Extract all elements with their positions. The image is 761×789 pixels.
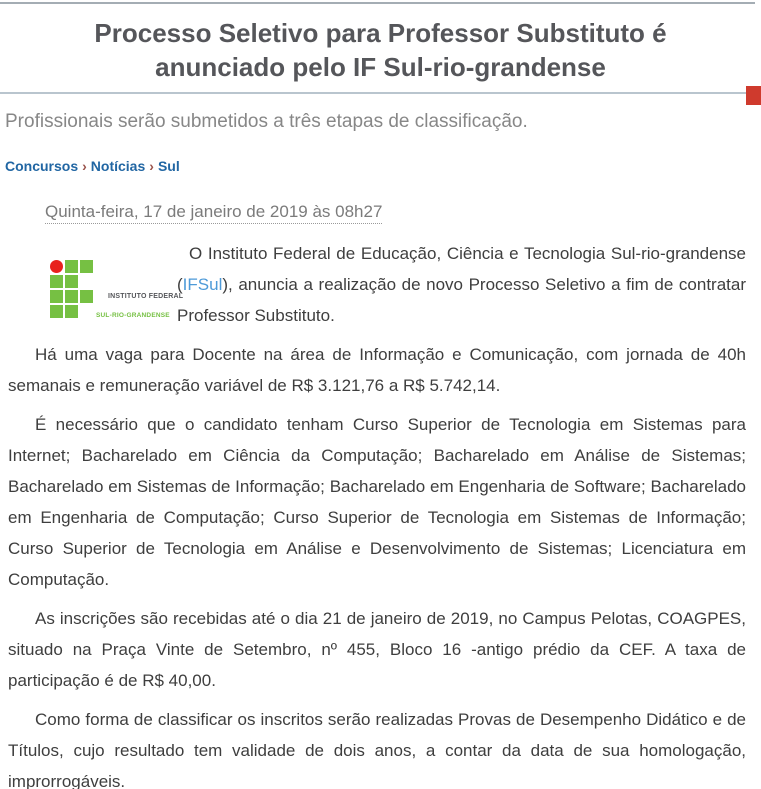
ifsul-logo-grid	[50, 260, 93, 318]
breadcrumb-link-sul[interactable]: Sul	[157, 158, 180, 174]
logo-square	[65, 275, 78, 288]
logo-gap	[80, 275, 93, 288]
breadcrumb-separator-icon: ›	[149, 158, 154, 174]
ifsul-logo	[50, 260, 184, 320]
breadcrumb-separator-icon: ›	[82, 158, 87, 174]
paragraph-2: Há uma vaga para Docente na área de Informação e Comunicação, com jornada de 40h semanais e remuneração variável de R$ 3.121,76 a R$ 5.742,14.	[8, 345, 746, 395]
breadcrumb-link-concursos[interactable]: Concursos	[5, 158, 79, 174]
breadcrumb	[5, 158, 756, 174]
paragraph-1-text-before: O Instituto Federal de Educação, Ciência e Tecnologia Sul-rio-grandense (	[177, 244, 746, 294]
logo-line2: SUL-RIO-GRANDENSE	[96, 312, 170, 320]
paragraph-1	[8, 238, 746, 331]
logo-gap	[80, 305, 93, 318]
logo-square	[65, 260, 78, 273]
logo-square	[80, 260, 93, 273]
logo-line1: INSTITUTO FEDERAL	[108, 292, 184, 300]
paragraph-3: É necessário que o candidato tenham Curso Superior de Tecnologia em Sistemas para Internet; Bacharelado em Ciência da Computação; Bacharelado em Análise de Sistemas; Bacharelado em Sistemas de Informação; Bacharelado em Engenharia de Software; Bacharelado em Engenharia de Computação; Curso Superior de Tecnologia em Sistemas de Informação; Curso Superior de Tecnologia em Análise e Desenvolvimento de Sistemas; Licenciatura em Computação.	[8, 415, 746, 589]
paragraph-4: As inscrições são recebidas até o dia 21 de janeiro de 2019, no Campus Pelotas, COAGPES, situado na Praça Vinte de Setembro, nº 455, Bloco 16 -antigo prédio da CEF. A taxa de participação é de R$ 40,00.	[8, 609, 746, 690]
logo-square	[50, 290, 63, 303]
paragraph-5: Como forma de classificar os inscritos serão realizadas Provas de Desempenho Didático e de Títulos, cujo resultado tem validade de dois anos, a contar da data de sua homologação, improrrogáveis.	[8, 710, 746, 789]
title-divider	[0, 92, 748, 94]
article-subtitle: Profissionais serão submetidos a três etapas de classificação.	[5, 111, 528, 132]
ifsul-logo-text	[96, 283, 183, 322]
logo-square	[65, 305, 78, 318]
paragraph-1-text-after: ), anuncia a realização de novo Processo Seletivo a fim de contratar Professor Substituto.	[177, 275, 746, 325]
breadcrumb-link-noticias[interactable]: Notícias	[90, 158, 146, 174]
article-body	[0, 238, 761, 789]
page-title: Processo Seletivo para Professor Substituto é anunciado pelo IF Sul-rio-grandense	[94, 18, 667, 82]
logo-square	[50, 305, 63, 318]
logo-square	[80, 290, 93, 303]
logo-red-dot	[50, 260, 63, 273]
logo-square	[65, 290, 78, 303]
logo-square	[50, 275, 63, 288]
ifsul-link[interactable]: IFSul	[182, 275, 223, 294]
publish-date: Quinta-feira, 17 de janeiro de 2019 às 08h27	[45, 202, 382, 224]
red-marker	[746, 86, 761, 105]
